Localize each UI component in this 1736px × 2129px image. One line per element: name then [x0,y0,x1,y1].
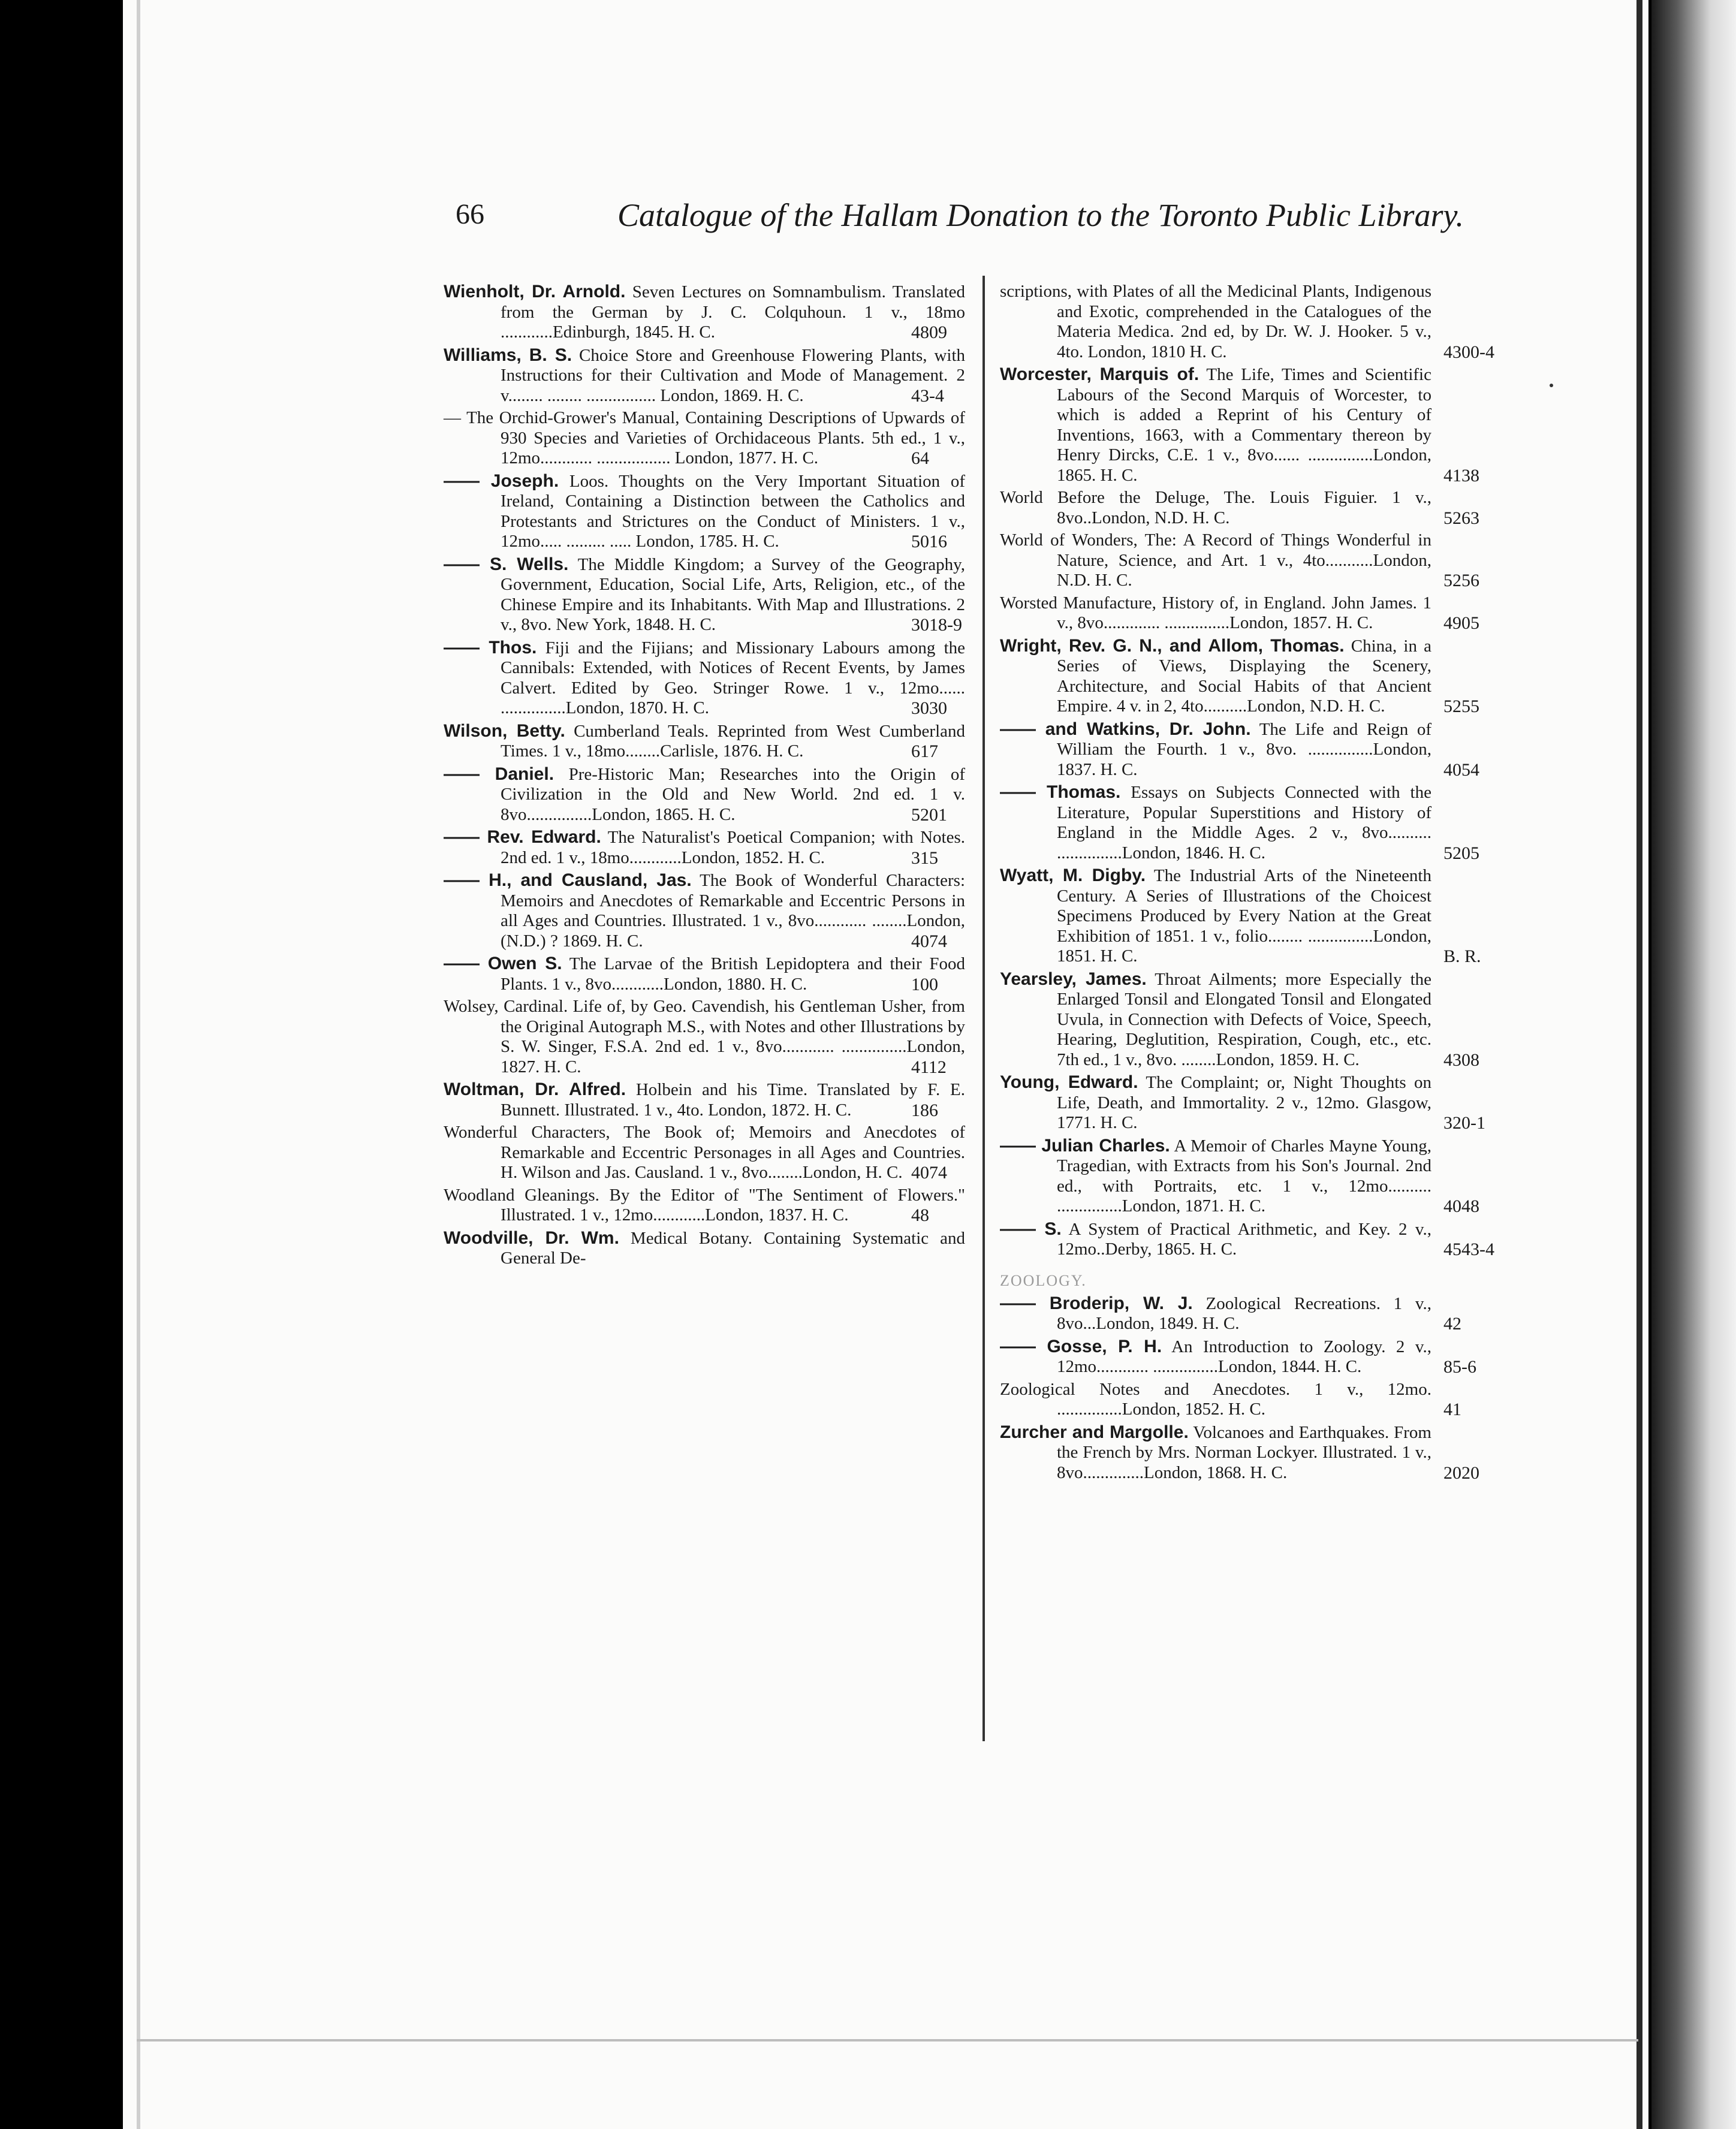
catalogue-entry [1000,782,1479,863]
catalogue-entry [1000,1072,1485,1133]
entry-text: A System of Practical Arithmetic, and Key. 2 v., 12mo..Derby, 1865. H. C. [1057,1219,1431,1259]
catalogue-entry [444,870,965,951]
entry-text: Seven Lectures on Somnambulism. Translated from the German by J. C. Colquhoun. 1 v., 18mo ............Edinburgh, 1845. H. C. [501,282,966,342]
entry-text: Pre-Historic Man; Researches into the Origin of Civilization in the Old and New World. 2nd ed. 1 v. 8vo...............London, 1865. H. C. [501,764,965,824]
catalogue-entry [1000,1135,1479,1217]
entry-text: The Life and Reign of William the Fourth. 1 v., 8vo. ...............London, 1837. H. C. [1057,719,1432,779]
catalogue-entry [444,997,965,1077]
page-edge-right [1636,0,1642,2129]
catalogue-entry [444,345,965,406]
entry-heading: Wienholt, Dr. Arnold. [444,282,626,301]
catalogue-entry [1000,488,1479,528]
running-title: Catalogue of the Hallam Donation to the Toronto Public Library. [617,197,1464,233]
entry-text: Medical Botany. Containing Systematic and General De- [501,1228,966,1268]
page-number: 66 [456,198,484,230]
entry-number: 4809 [911,322,947,342]
catalogue-entry [1000,719,1479,780]
entry-text: The Middle Kingdom; a Survey of the Geography, Government, Education, Social Life, Arts, Religion, etc., of the Chinese Empire and its Inhabitants. With Map and Illustrations. 2 v., 8vo. New York, 1848. H. C. [501,554,965,634]
catalogue-entry [444,282,965,343]
catalogue-entry [1000,1293,1461,1334]
entry-number: 42 [1443,1314,1461,1334]
entry-number: 5205 [1443,843,1479,863]
entry-text: World of Wonders, The: A Record of Things Wonderful in Nature, Science, and Art. 1 v., 4to...........London, N.D. H. C. [1000,530,1431,590]
entry-text: Volcanoes and Earthquakes. From the French by Mrs. Norman Lockyer. Illustrated. 1 v., 8vo..............London, 1868. H. C. [1057,1422,1431,1482]
entry-text: Holbein and his Time. Translated by F. E. Bunnett. Illustrated. 1 v., 4to. London, 1872. H. C. [501,1080,966,1120]
entry-heading: Worcester, Marquis of. [1000,364,1199,384]
catalogue-entry [444,827,965,868]
entry-number: 5256 [1443,571,1479,590]
entry-number: 186 [911,1100,938,1120]
entry-text: Woodland Gleanings. By the Editor of "The Sentiment of Flowers." Illustrated. 1 v., 12mo............London, 1837. H. C. [444,1185,965,1225]
entry-number: 617 [911,741,938,761]
entry-heading: Woodville, Dr. Wm. [444,1228,619,1248]
entry-heading: —— S. [1000,1219,1062,1239]
right-column [1000,282,1494,1485]
entry-heading: —— Rev. Edward. [444,827,601,847]
catalogue-entry [444,721,965,762]
entry-number: 2020 [1443,1462,1479,1483]
entry-text: The Life, Times and Scientific Labours of the Second Marquis of Worcester, to which is added a Reprint of his Century of Inventions, 1663, with a Commentary thereon by Henry Dircks, C.E. 1 v., 8vo...... ...............London, 1865. H. C. [1057,365,1431,485]
entry-number: 4074 [911,931,947,951]
entry-heading: Woltman, Dr. Alfred. [444,1079,626,1099]
book-gutter [1651,0,1736,2129]
catalogue-entry [1000,282,1494,362]
entry-text: The Industrial Arts of the Nineteenth Century. A Series of Illustrations of the Choicest Specimens Produced by Every Nation at the Great Exhibition of 1851. 1 v., folio........ ...............London, 1851. H. C. [1057,866,1431,966]
entry-heading: Wyatt, M. Digby. [1000,866,1146,885]
catalogue-entry [444,1079,965,1120]
entry-heading: —— Daniel. [444,764,554,784]
column-divider [982,276,985,1741]
entry-number: 4112 [911,1057,947,1077]
entry-text: An Introduction to Zoology. 2 v., 12mo............ ...............London, 1844. H. C. [1057,1337,1432,1376]
entry-number: 48 [911,1205,929,1225]
entry-number: 4054 [1443,759,1479,780]
entry-text: Worsted Manufacture, History of, in England. John James. 1 v., 8vo............. ...............London, 1857. H. C. [1000,593,1431,632]
entry-text: China, in a Series of Views, Displaying the Scenery, Architecture, and Social Habits of that Ancient Empire. 4 v. in 2, 4to..........London, N.D. H. C. [1057,636,1432,716]
entry-number: 315 [911,848,938,868]
entry-heading: —— Joseph. [444,471,559,491]
entry-number: 3018-9 [911,615,962,635]
catalogue-entry [444,554,965,635]
entry-number: 43-4 [911,385,944,406]
entry-text: Fiji and the Fijians; and Missionary Labours among the Cannibals: Extended, with Notices of Recent Events, by James Calvert. Edited by Geo. Stringer Rowe. 1 v., 12mo...... ...............London, 1870. H. C. [501,638,966,717]
margin-mark [1550,384,1553,387]
entry-number: 5016 [911,532,947,551]
catalogue-entry [444,471,965,552]
entry-heading: —— Gosse, P. H. [1000,1336,1162,1356]
entry-text: — The Orchid-Grower's Manual, Containing Descriptions of Upwards of 930 Species and Varieties of Orchidaceous Plants. 5th ed., 1 v., 12mo............ ................. London, 1877. H. C. [444,408,965,468]
catalogue-entry [1000,1422,1479,1483]
catalogue-entry [444,408,965,469]
entry-number: 100 [911,974,938,994]
catalogue-entry [1000,1379,1461,1420]
entry-heading: Williams, B. S. [444,345,572,365]
entry-number: 64 [911,448,929,468]
entry-text: A Memoir of Charles Mayne Young, Tragedian, with Extracts from his Son's Journal. 2nd ed., with Portraits, etc. 1 v., 12mo.......... ...............London, 1871. H. C. [1057,1136,1432,1216]
entry-text: Zoological Notes and Anecdotes. 1 v., 12mo. ...............London, 1852. H. C. [1000,1379,1431,1419]
entry-number: 41 [1443,1400,1461,1419]
catalogue-entry [1000,364,1479,485]
entry-heading: —— Owen S. [444,954,562,973]
entry-heading: Young, Edward. [1000,1072,1138,1092]
section-heading: ZOOLOGY. [1000,1271,1087,1289]
catalogue-entry [1000,593,1479,634]
catalogue-entry [444,954,965,994]
entry-heading: —— and Watkins, Dr. John. [1000,719,1251,739]
catalogue-entry [444,638,965,719]
entry-heading: Zurcher and Margolle. [1000,1422,1189,1442]
entry-text: Zoological Recreations. 1 v., 8vo...London, 1849. H. C. [1057,1293,1432,1333]
entry-number: 5201 [911,804,947,825]
catalogue-entry [1000,866,1481,967]
page-edge-bottom [137,2039,1638,2041]
entry-text: The Larvae of the British Lepidoptera and their Food Plants. 1 v., 8vo............London, 1880. H. C. [501,954,965,994]
left-column [444,282,965,1271]
entry-text: Wolsey, Cardinal. Life of, by Geo. Cavendish, his Gentleman Usher, from the Original Autograph M.S., with Notes and other Illustrations by S. W. Singer, F.S.A. 2nd ed. 1 v., 8vo............ ...............London, 1827. H. C. [444,997,965,1076]
catalogue-entry [444,1186,965,1226]
entry-heading: —— Broderip, W. J. [1000,1293,1193,1313]
entry-heading: —— Julian Charles. [1000,1135,1170,1156]
entry-text: The Complaint; or, Night Thoughts on Life, Death, and Immortality. 2 v., 12mo. Glasgow, 1771. H. C. [1057,1073,1431,1132]
entry-text: The Naturalist's Poetical Companion; with Notes. 2nd ed. 1 v., 18mo............London, 1852. H. C. [501,828,965,867]
entry-number: 85-6 [1443,1357,1476,1377]
entry-heading: —— Thomas. [1000,782,1121,802]
catalogue-entry [1000,969,1479,1070]
entry-number: 320-1 [1443,1113,1485,1133]
entry-number: B. R. [1443,946,1481,966]
entry-number: 3030 [911,698,947,718]
entry-number: 5255 [1443,696,1479,716]
catalogue-entry [1000,1336,1476,1377]
entry-number: 4905 [1443,613,1479,633]
entry-text: Loos. Thoughts on the Very Important Situation of Ireland, Containing a Distinction between the Catholics and Protestants and Strictures on the Conduct of Ministers. 1 v., 12mo..... ......... ..... London, 1785. H. C. [501,471,965,551]
entry-text: The Book of Wonderful Characters: Memoirs and Anecdotes of Remarkable and Eccentric Persons in all Ages and Countries. Illustrated. 1 v., 8vo............ ........London, (N.D.) ? 1869. H. C. [501,871,966,951]
entry-text: World Before the Deluge, The. Louis Figuier. 1 v., 8vo..London, N.D. H. C. [1000,488,1431,527]
entry-heading: —— H., and Causland, Jas. [444,870,692,890]
entry-text: scriptions, with Plates of all the Medicinal Plants, Indigenous and Exotic, comprehended in the Catalogues of the Materia Medica. 2nd ed, by Dr. W. J. Hooker. 5 v., 4to. London, 1810 H. C. [1000,282,1431,361]
entry-number: 4048 [1443,1196,1479,1216]
entry-number: 4543-4 [1443,1240,1494,1259]
entry-text: Throat Ailments; more Especially the Enlarged Tonsil and Elongated Tonsil and Elongated Uvula, in Connection with Defects of Voice, Speech, Hearing, Deglutition, Respiration, Cough, etc., etc. 7th ed., 1 v., 8vo. ........London, 1859. H. C. [1057,969,1432,1069]
entry-heading: Wright, Rev. G. N., and Allom, Thomas. [1000,635,1345,656]
entry-number: 4074 [911,1163,947,1183]
entry-heading: —— Thos. [444,637,537,658]
entry-text: Choice Store and Greenhouse Flowering Plants, with Instructions for their Cultivation and Mode of Management. 2 v........ ........ ................ London, 1869. H. C. [501,345,965,405]
entry-text: Wonderful Characters, The Book of; Memoirs and Anecdotes of Remarkable and Eccentric Personages in all Ages and Countries. H. Wilson and Jas. Causland. 1 v., 8vo........London, H. C. [444,1123,965,1182]
catalogue-entry [1000,635,1479,717]
entry-number: 5263 [1443,508,1479,528]
page-edge-left [137,0,140,2129]
catalogue-entry [444,764,965,825]
entry-heading: —— S. Wells. [444,554,569,574]
entry-number: 4308 [1443,1050,1479,1070]
catalogue-entry [1000,1219,1494,1260]
entry-text: Cumberland Teals. Reprinted from West Cumberland Times. 1 v., 18mo........Carlisle, 1876. H. C. [501,721,965,761]
entry-text: Essays on Subjects Connected with the Literature, Popular Superstitions and History of England in the Middle Ages. 2 v., 8vo.......... ...............London, 1846. H. C. [1057,783,1431,863]
catalogue-entry [1000,530,1479,591]
catalogue-entry [444,1123,965,1183]
entry-heading: Wilson, Betty. [444,720,565,741]
entry-heading: Yearsley, James. [1000,969,1147,989]
entry-number: 4138 [1443,465,1479,485]
entry-number: 4300-4 [1443,342,1494,362]
catalogue-entry [444,1228,965,1269]
